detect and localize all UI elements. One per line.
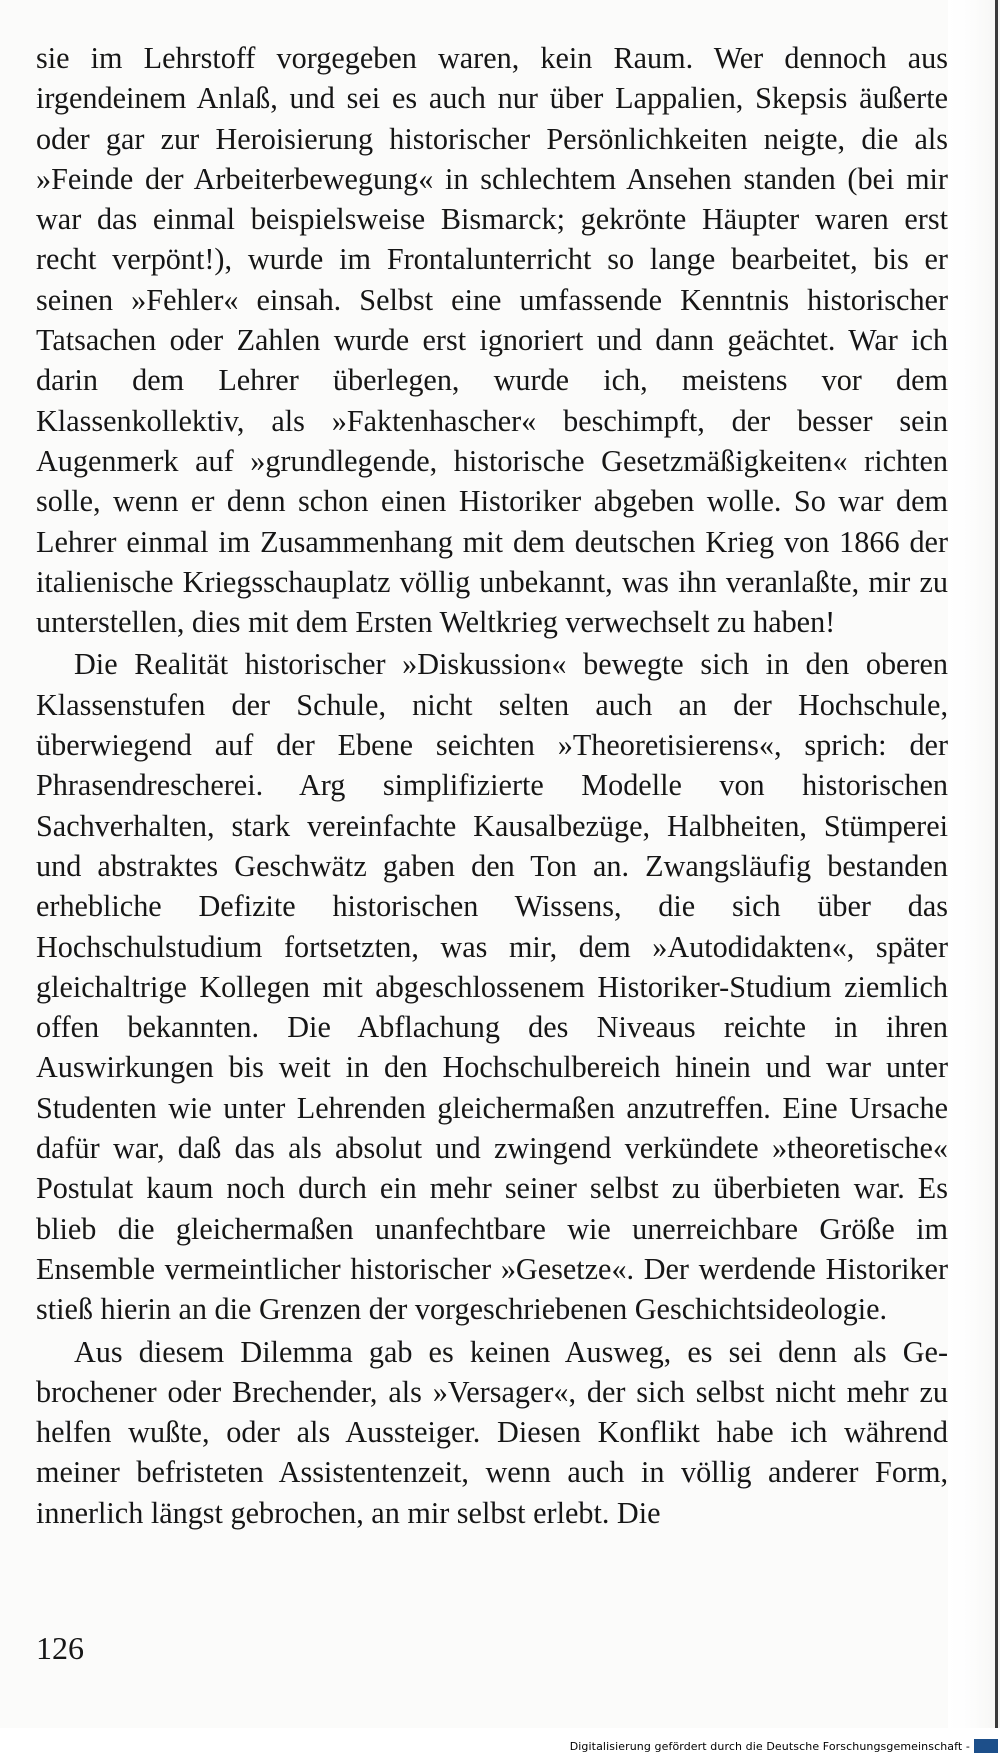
dfg-logo — [974, 1739, 998, 1753]
page-edge-shadow — [948, 0, 1000, 1728]
paragraph-1: sie im Lehrstoff vorgegeben waren, kein Raum. Wer dennoch aus irgendeinem Anlaß, und sei es auch nur über Lappalien, Skepsis äußerte oder gar zur Heroisierung historischer Persönlichkeiten neigte, die als »Feinde der Arbeiterbewegung« in schlechtem Ansehen standen (bei mir war das einmal beispielsweise Bismarck; gekrönte Häupter waren erst recht verpönt!), wurde im Frontalunterricht so lange bearbeitet, bis er seinen »Fehler« einsah. Selbst eine umfassende Kenntnis historischer Tatsachen oder Zahlen wurde erst ignoriert und dann geächtet. War ich darin dem Lehrer überlegen, wurde ich, meistens vor dem Klassenkollektiv, als »Faktenhascher« beschimpft, der besser sein Augenmerk auf »grundlegende, historische Gesetzmäßigkeiten« richten solle, wenn er denn schon einen Historiker abgeben wolle. So war dem Lehrer einmal im Zusammenhang mit dem deutschen Krieg von 1866 der italienische Kriegsschauplatz völlig unbekannt, was ihn veranlaßte, mir zu unterstellen, dies mit dem Ersten Weltkrieg verwechselt zu haben! — [36, 41, 948, 640]
page-edge-line — [995, 0, 998, 1728]
body-text — [36, 38, 948, 1533]
paragraph-3: Aus diesem Dilemma gab es keinen Ausweg, es sei denn als Gebrochener oder Brechender, als »Versager«, der sich selbst nicht mehr zu helfen wußte, oder als Aussteiger. Diesen Konflikt habe ich während meiner befristeten Assistentenzeit, wenn auch in völlig anderer Form, innerlich längst gebrochen, an mir selbst erlebt. Die — [36, 1334, 948, 1530]
paragraph-2: Die Realität historischer »Diskussion« bewegte sich in den oberen Klassenstufen der Schule, nicht selten auch an der Hochschule, überwiegend auf der Ebene seichten »Theoretisierens«, sprich: der Phrasendrescherei. Arg simplifizierte Modelle von historischen Sachverhalten, stark vereinfachte Kausalbezüge, Halbheiten, Stümperei und abstraktes Geschwätz gaben den Ton an. Zwangsläufig bestanden erhebliche Defizite historischen Wissens, die sich über das Hochschulstudium fortsetzten, was mir, dem »Autodidakten«, später gleichaltrige Kollegen mit abgeschlossenem Historiker-Studium ziemlich offen bekannten. Die Abflachung des Niveaus reichte in ihren Auswirkungen bis weit in den Hochschulbereich hinein und war unter Studenten wie unter Lehrenden gleichermaßen anzutreffen. Eine Ursache dafür war, daß das als absolut und zwingend verkündete »theoretische« Postulat kaum noch durch ein mehr seiner selbst zu überbieten war. Es blieb die gleichermaßen unanfechtbare wie unerreichbare Größe im Ensemble vermeintlicher historischer »Gesetze«. Der werdende Historiker stieß hierin an die Grenzen der vorgeschriebenen Geschichtsideologie. — [36, 647, 948, 1327]
page-number: 126 — [36, 1630, 84, 1666]
funding-note: Digitalisierung gefördert durch die Deutsche Forschungsgemeinschaft - — [569, 1740, 970, 1753]
